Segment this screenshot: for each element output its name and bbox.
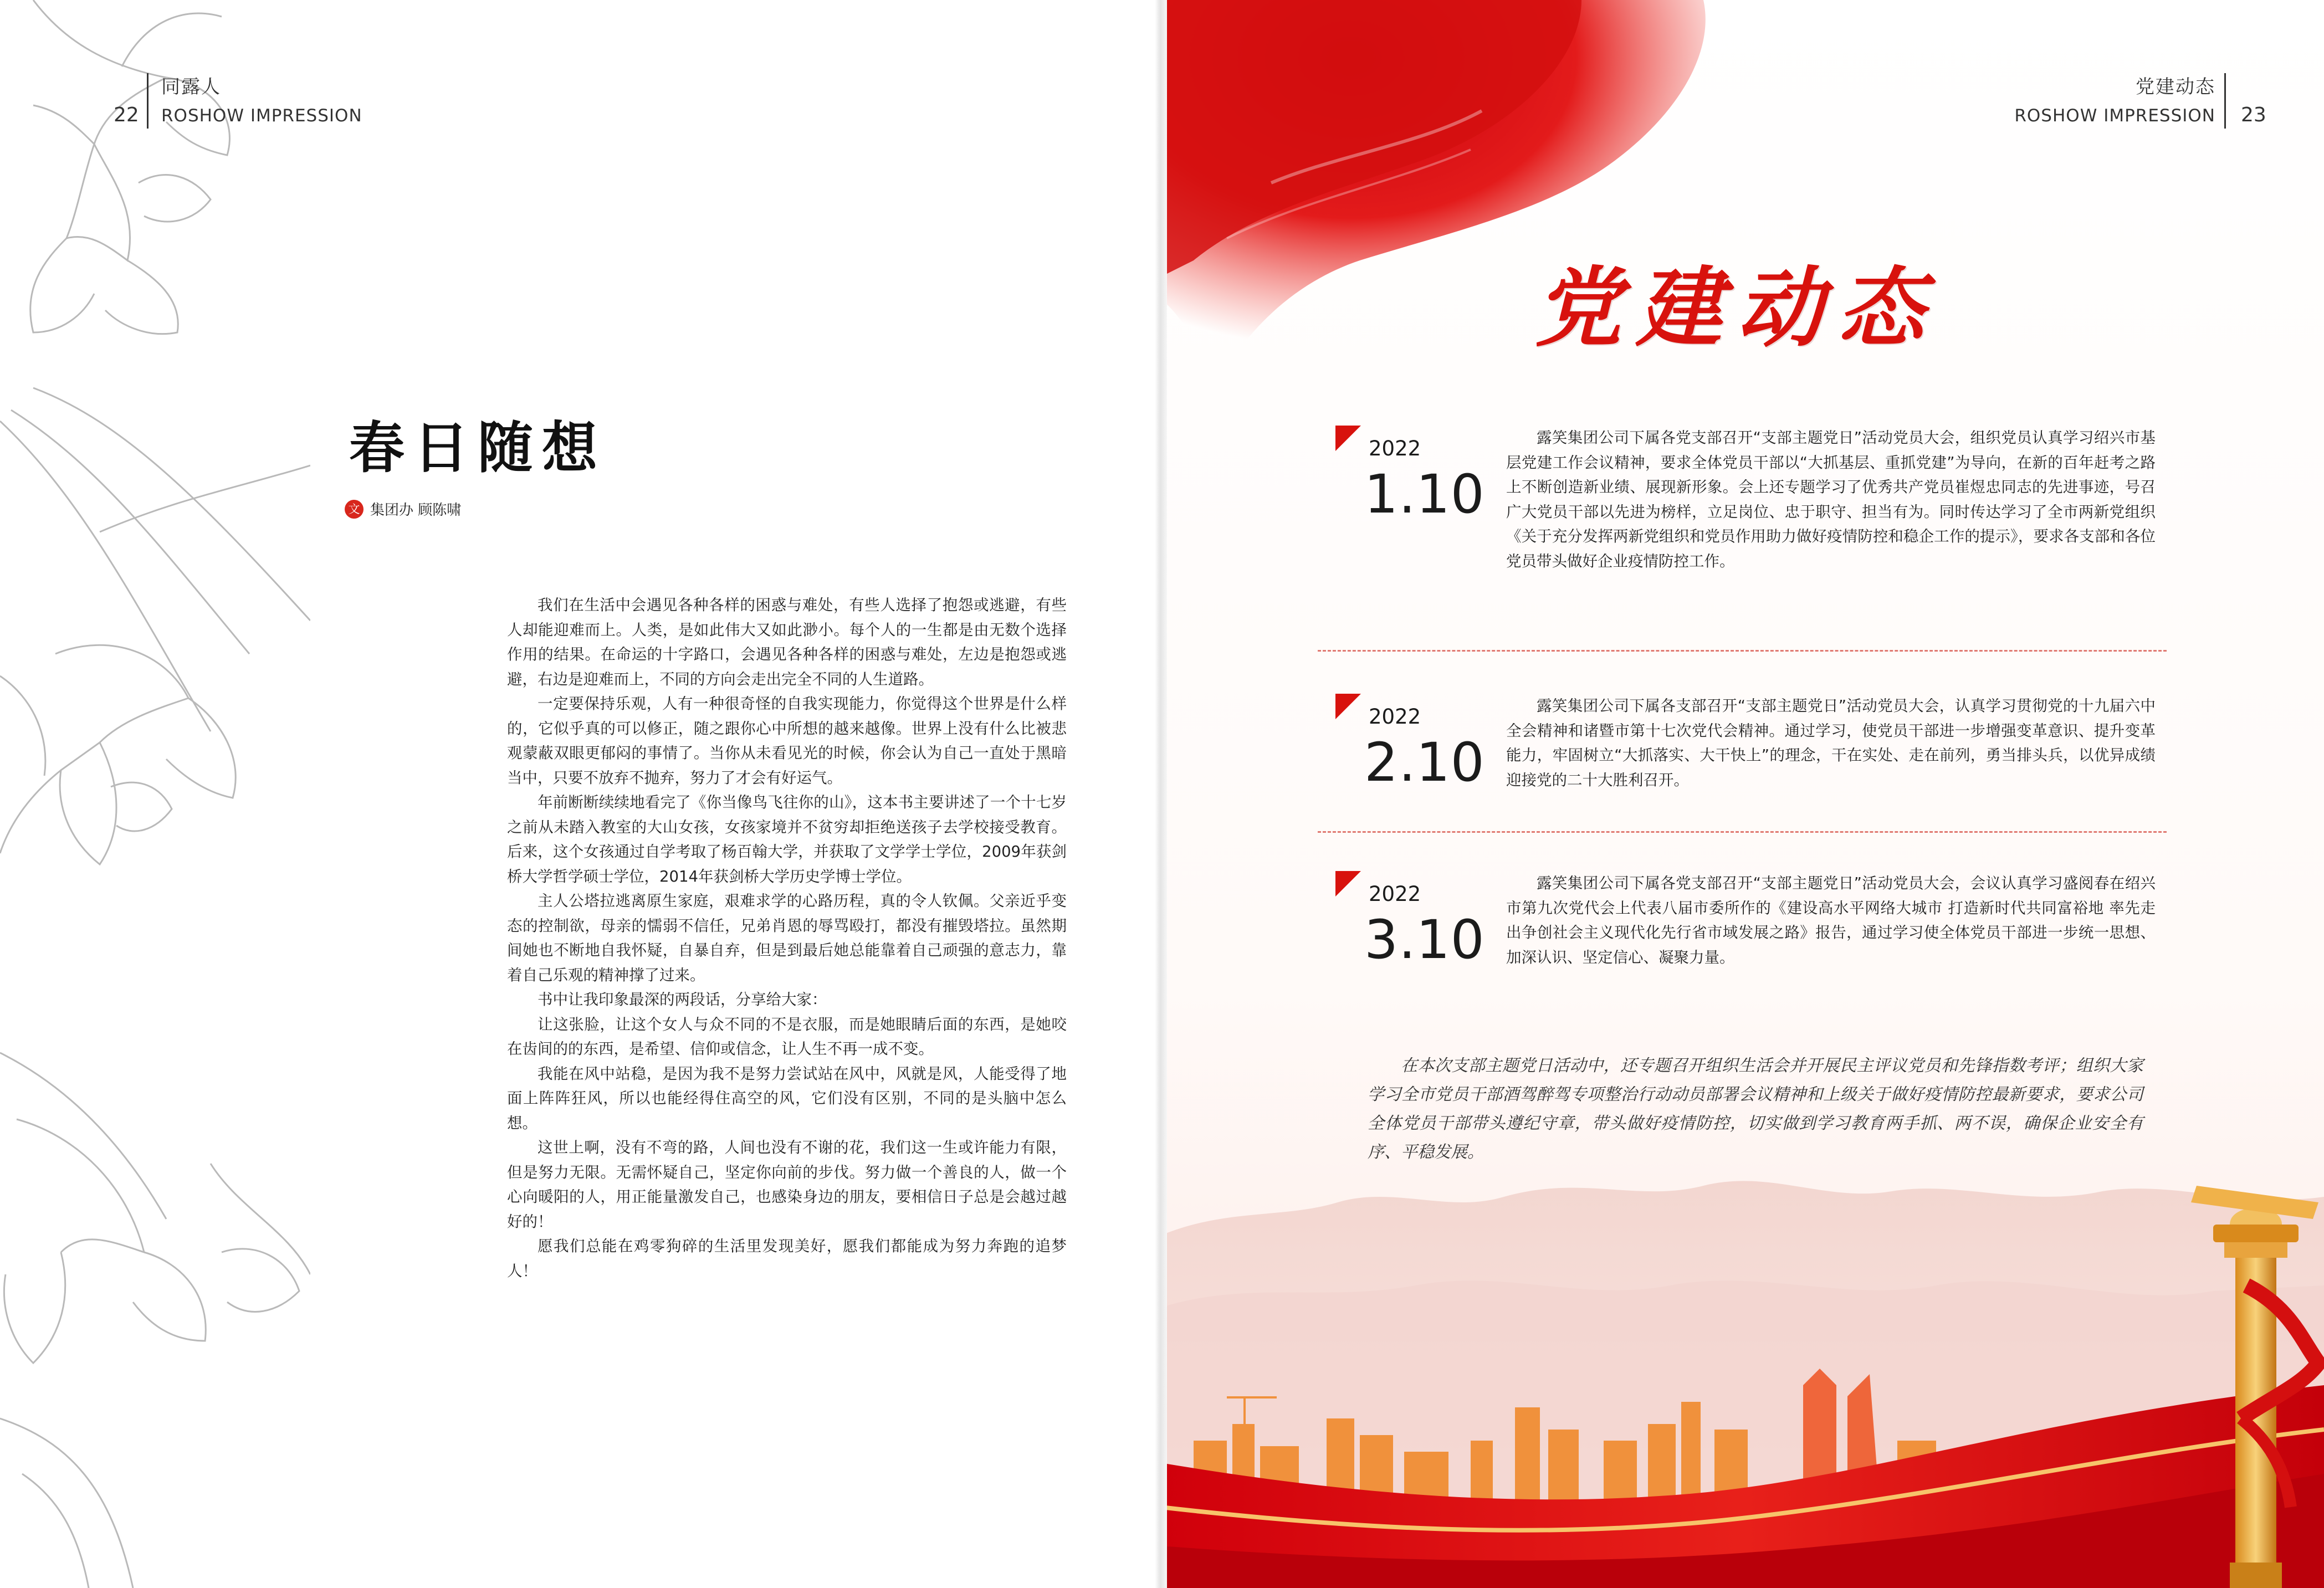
byline-badge: 文 xyxy=(345,500,364,519)
entry-text xyxy=(1506,871,2156,970)
paragraph: 书中让我印象最深的两段话，分享给大家： xyxy=(538,991,827,1008)
timeline-entry xyxy=(1335,426,2156,614)
paragraph: 让这张脸，让这个女人与众不同的不是衣服，而是她眼睛后面的东西，是她咬在齿间的的东西，是希望、信仰或信念，让人生不再一成不变。 xyxy=(507,1015,1067,1058)
byline xyxy=(345,499,461,519)
timeline-entry xyxy=(1335,694,2156,827)
daffodil-line-art-icon xyxy=(0,0,310,1588)
entry-text xyxy=(1506,694,2156,792)
triangle-marker-icon xyxy=(1335,426,1361,451)
summary-text: 在本次支部主题党日活动中，还专题召开组织生活会并开展民主评议党员和先锋指数考评；组织大家学习全市党员干部酒驾醉驾专项整治行动动员部署会议精神和上级关于做好疫情防控最新要求，要求公司全体党员干部带头遵纪守章，带头做好疫情防控，切实做到学习教育两手抓、两不误，确保企业安全有序、平稳发展。 xyxy=(1368,1056,2143,1162)
paragraph: 一定要保持乐观，人有一种很奇怪的自我实现能力，你觉得这个世界是什么样的，它似乎真的可以修正，随之跟你心中所想的越来越像。世界上没有什么比被悲观蒙蔽双眼更郁闷的事情了。当你从未看见光的时候，你会认为自己一直处于黑暗当中，只要不放弃不抛弃，努力了才会有好运气。 xyxy=(507,695,1067,787)
spine-gutter xyxy=(1155,0,1167,1588)
entry-paragraph: 露笑集团公司下属各党支部召开“支部主题党日”活动党员大会，组织党员认真学习绍兴市基层党建工作会议精神，要求全体党员干部以“大抓基层、重抓党建”为导向，在新的百年赶考之路上不断创造新业绩、展现新形象。会上还专题学习了优秀共产党员崔煜忠同志的先进事迹，号召广大党员干部以先进为榜样，立足岗位、忠于职守、担当有为。同时传达学习了全市两新党组织《关于充分发挥两新党组织和党员作用助力做好疫情防控和稳企工作的提示》，要求各支部和各位党员带头做好企业疫情防控工作。 xyxy=(1506,429,2156,570)
header-divider xyxy=(147,73,149,129)
paragraph: 年前断断续续地看完了《你当像鸟飞往你的山》，这本书主要讲述了一个十七岁之前从未踏入教室的大山女孩，女孩家境并不贫穷却拒绝送孩子去学校接受教育。后来，这个女孩通过自学考取了杨百翰大学，并获取了文学学士学位，2009年获剑桥大学哲学硕士学位，2014年获剑桥大学历史学博士学位。 xyxy=(507,793,1067,885)
article-body xyxy=(507,593,1067,1283)
entry-paragraph: 露笑集团公司下属各党支部召开“支部主题党日”活动党员大会，会议认真学习盛阅春在绍兴市第九次党代会上代表八届市委所作的《建设高水平网络大城市 打造新时代共同富裕地 率先走出争创社会主义现代化先行省市域发展之路》报告，通过学习使全体党员干部进一步统一思想、加深认识、坚定信心、凝聚力量。 xyxy=(1506,874,2156,966)
entry-text xyxy=(1506,426,2156,573)
entry-year: 2022 xyxy=(1369,705,1421,729)
entry-date: 3.10 xyxy=(1364,909,1485,971)
magazine-name-en: ROSHOW IMPRESSION xyxy=(161,106,362,126)
entry-year: 2022 xyxy=(1369,437,1421,460)
triangle-marker-icon xyxy=(1335,871,1361,897)
triangle-marker-icon xyxy=(1335,694,1361,719)
entry-date: 2.10 xyxy=(1364,731,1485,793)
paragraph: 愿我们总能在鸡零狗碎的生活里发现美好，愿我们都能成为努力奔跑的追梦人！ xyxy=(507,1237,1067,1280)
entry-year: 2022 xyxy=(1369,882,1421,906)
page-number: 22 xyxy=(114,104,139,126)
author: 集团办 顾陈啸 xyxy=(370,502,462,519)
timeline-entry xyxy=(1335,871,2156,1004)
dashed-divider xyxy=(1318,831,2167,833)
magazine-name-en: ROSHOW IMPRESSION xyxy=(2014,106,2215,126)
paragraph: 主人公塔拉逃离原生家庭，艰难求学的心路历程，真的令人钦佩。父亲近乎变态的控制欲，母亲的懦弱不信任，兄弟肖恩的辱骂殴打，都没有摧毁塔拉。虽然期间她也不断地自我怀疑，自暴自弃，但是到最后她总能靠着自己顽强的意志力，靠着自己乐观的精神撑了过来。 xyxy=(507,892,1067,984)
magazine-name-cn: 同露人 xyxy=(161,76,221,98)
section-name: 党建动态 xyxy=(2136,76,2215,98)
entry-paragraph: 露笑集团公司下属各支部召开“支部主题党日”活动党员大会，认真学习贯彻党的十九届六中全会精神和诸暨市第十七次党代会精神。通过学习，使党员干部进一步增强变革意识、提升变革能力，牢固树立“大抓落实、大干快上”的理念，干在实处、走在前列，勇当排头兵，以优异成绩迎接党的二十大胜利召开。 xyxy=(1506,697,2156,789)
paragraph: 这世上啊，没有不弯的路，人间也没有不谢的花，我们这一生或许能力有限，但是努力无限。无需怀疑自己，坚定你向前的步伐。努力做一个善良的人，做一个心向暖阳的人，用正能量激发自己，也感染身边的朋友，要相信日子总是会越过越好的！ xyxy=(507,1139,1067,1231)
paragraph: 我能在风中站稳，是因为我不是努力尝试站在风中，风就是风，人能受得了地面上阵阵狂风，所以也能经得住高空的风，它们没有区别，不同的是头脑中怎么想。 xyxy=(507,1064,1067,1132)
entry-date: 1.10 xyxy=(1364,463,1485,525)
header-divider xyxy=(2224,73,2226,129)
dashed-divider xyxy=(1318,650,2167,652)
paragraph: 我们在生活中会遇见各种各样的困惑与难处，有些人选择了抱怨或逃避，有些人却能迎难而上。人类，是如此伟大又如此渺小。每个人的一生都是由无数个选择作用的结果。在命运的十字路口，会遇见各种各样的困惑与难处，左边是抱怨或逃避，右边是迎难而上，不同的方向会走出完全不同的人生道路。 xyxy=(507,596,1067,688)
summary-paragraph xyxy=(1368,1052,2143,1167)
left-page xyxy=(0,0,1160,1588)
section-title: 党建动态 xyxy=(1535,257,1938,358)
page-number: 23 xyxy=(2241,104,2266,126)
article-title: 春日随想 xyxy=(349,416,606,480)
